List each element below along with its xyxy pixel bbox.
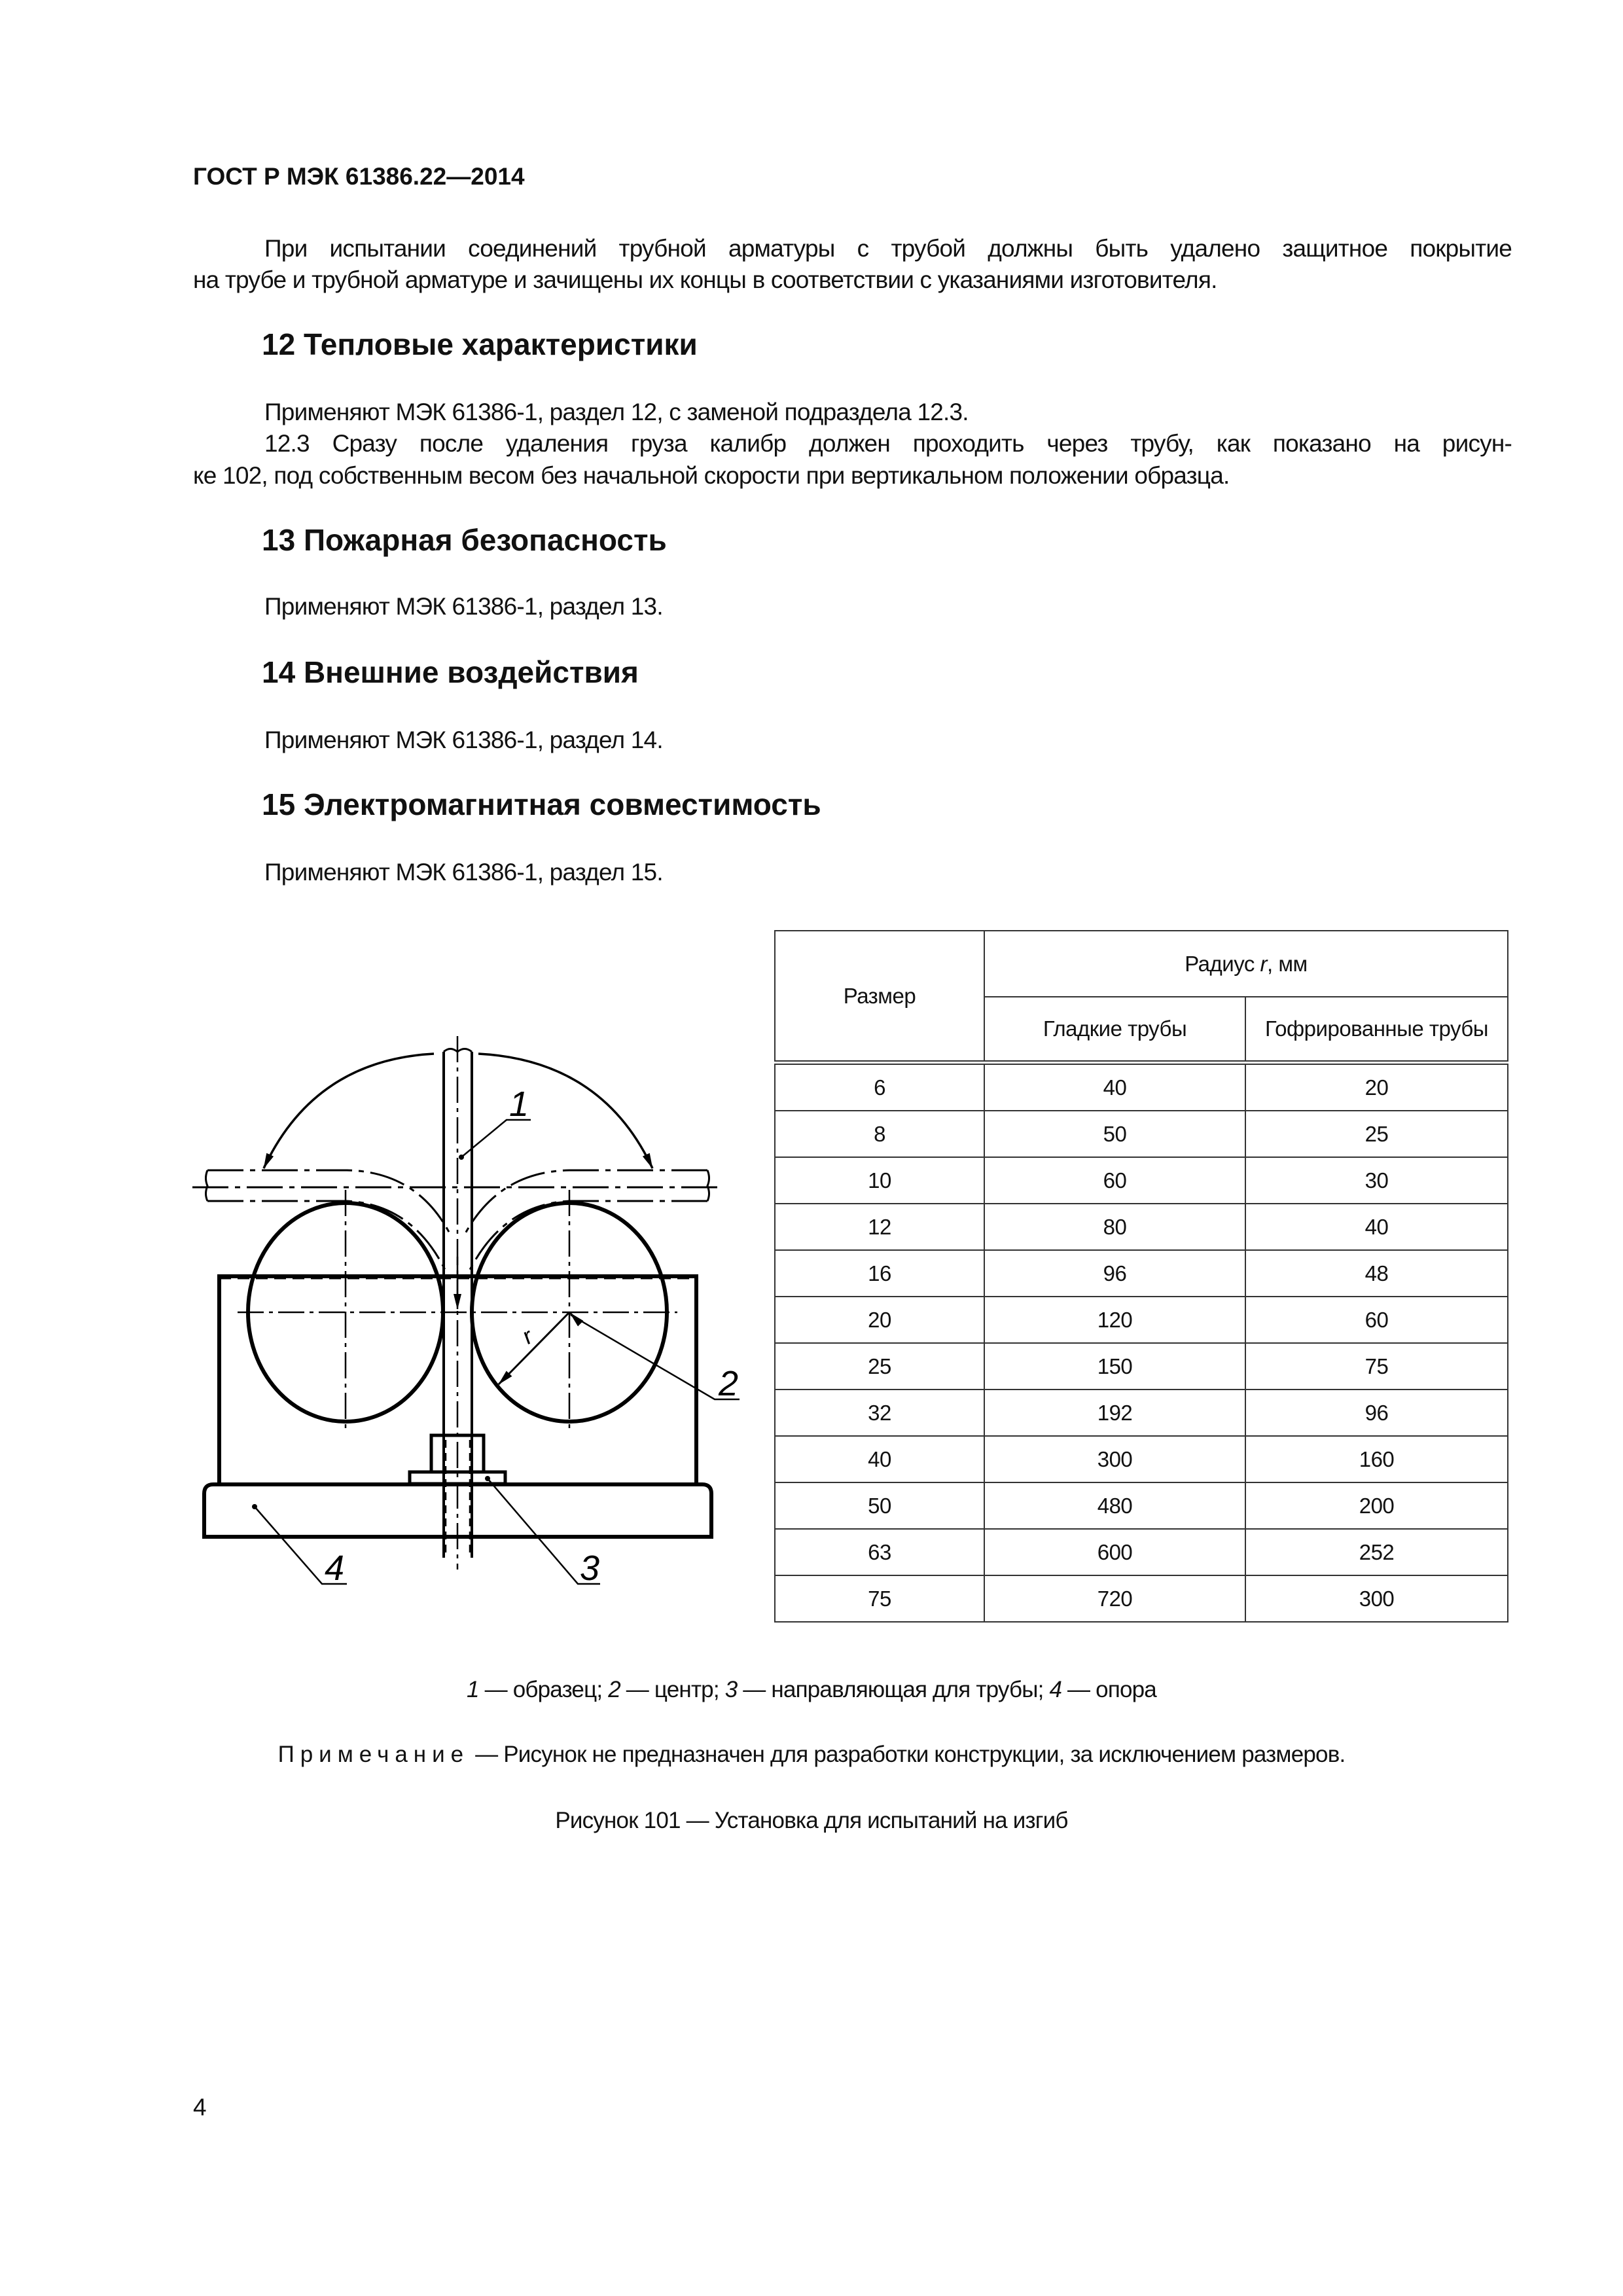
cell-size: 63 bbox=[775, 1529, 984, 1575]
header-radius: Радиус r, мм bbox=[984, 931, 1508, 997]
page-number: 4 bbox=[193, 2094, 206, 2121]
cell-size: 10 bbox=[775, 1157, 984, 1204]
header-size: Размер bbox=[775, 931, 984, 1063]
cell-corrugated: 20 bbox=[1245, 1063, 1508, 1111]
cell-corrugated: 75 bbox=[1245, 1343, 1508, 1390]
cell-size: 6 bbox=[775, 1063, 984, 1111]
cell-smooth: 40 bbox=[984, 1063, 1245, 1111]
cell-smooth: 50 bbox=[984, 1111, 1245, 1157]
section-15-heading: 15 Электромагнитная совместимость bbox=[262, 787, 821, 821]
section-14-heading: 14 Внешние воздействия bbox=[262, 655, 639, 689]
table-row bbox=[775, 1297, 1508, 1343]
cell-smooth: 480 bbox=[984, 1482, 1245, 1529]
cell-corrugated: 96 bbox=[1245, 1390, 1508, 1436]
figure-caption: Рисунок 101 — Установка для испытаний на изгиб bbox=[555, 1808, 1068, 1833]
cell-corrugated: 30 bbox=[1245, 1157, 1508, 1204]
cell-smooth: 120 bbox=[984, 1297, 1245, 1343]
figure-legend: 1 — образец; 2 — центр; 3 — направляющая для трубы; 4 — опора bbox=[467, 1677, 1156, 1702]
section-13-heading: 13 Пожарная безопасность bbox=[262, 523, 667, 557]
intro-line-1: При испытании соединений трубной арматуры с трубой должны быть удалено защитное покрытие bbox=[264, 235, 1512, 262]
cell-smooth: 192 bbox=[984, 1390, 1245, 1436]
table-row bbox=[775, 1575, 1508, 1622]
cell-corrugated: 60 bbox=[1245, 1297, 1508, 1343]
table-row bbox=[775, 1250, 1508, 1297]
section-13-para: Применяют МЭК 61386-1, раздел 13. bbox=[264, 593, 663, 620]
header-corrugated: Гофрированные трубы bbox=[1245, 997, 1508, 1063]
table-row bbox=[775, 1063, 1508, 1111]
section-12-heading: 12 Тепловые характеристики bbox=[262, 327, 698, 361]
table-row bbox=[775, 1529, 1508, 1575]
intro-line-2: на трубе и трубной арматуре и зачищены их концы в соответствии с указаниями изготовителя. bbox=[193, 266, 1217, 293]
cell-size: 12 bbox=[775, 1204, 984, 1250]
cell-smooth: 80 bbox=[984, 1204, 1245, 1250]
cell-corrugated: 48 bbox=[1245, 1250, 1508, 1297]
cell-corrugated: 160 bbox=[1245, 1436, 1508, 1482]
cell-corrugated: 252 bbox=[1245, 1529, 1508, 1575]
bend-arrow-right bbox=[478, 1054, 652, 1168]
cell-size: 16 bbox=[775, 1250, 984, 1297]
cell-smooth: 60 bbox=[984, 1157, 1245, 1204]
bend-arrow-left bbox=[264, 1054, 434, 1168]
cell-smooth: 300 bbox=[984, 1436, 1245, 1482]
figure-note: Примечание — Рисунок не предназначен для разработки конструкции, за исключением размеров. bbox=[277, 1742, 1346, 1767]
header-smooth: Гладкие трубы bbox=[984, 997, 1245, 1063]
cell-corrugated: 25 bbox=[1245, 1111, 1508, 1157]
section-14-para: Применяют МЭК 61386-1, раздел 14. bbox=[264, 726, 663, 753]
cell-size: 50 bbox=[775, 1482, 984, 1529]
table-row bbox=[775, 1436, 1508, 1482]
table-row bbox=[775, 1157, 1508, 1204]
cell-smooth: 96 bbox=[984, 1250, 1245, 1297]
section-12-para: Применяют МЭК 61386-1, раздел 12, с заменой подраздела 12.3. bbox=[264, 399, 969, 425]
section-15-para: Применяют МЭК 61386-1, раздел 15. bbox=[264, 859, 663, 886]
cell-size: 32 bbox=[775, 1390, 984, 1436]
cell-size: 75 bbox=[775, 1575, 984, 1622]
cell-smooth: 720 bbox=[984, 1575, 1245, 1622]
label-1: 1 bbox=[509, 1085, 529, 1124]
radius-label: r bbox=[519, 1321, 536, 1350]
cell-size: 25 bbox=[775, 1343, 984, 1390]
table-row bbox=[775, 1390, 1508, 1436]
label-2: 2 bbox=[719, 1364, 739, 1403]
section-12-3-line-1: 12.3 Сразу после удаления груза калибр должен проходить через трубу, как показано на рисун- bbox=[264, 430, 1512, 457]
cell-corrugated: 300 bbox=[1245, 1575, 1508, 1622]
cell-size: 8 bbox=[775, 1111, 984, 1157]
cell-size: 20 bbox=[775, 1297, 984, 1343]
document-header: ГОСТ Р МЭК 61386.22—2014 bbox=[193, 163, 525, 190]
label-4: 4 bbox=[325, 1549, 345, 1588]
table-row bbox=[775, 1343, 1508, 1390]
section-12-3-line-2: ке 102, под собственным весом без начальной скорости при вертикальном положении образца. bbox=[193, 462, 1230, 489]
label-3: 3 bbox=[580, 1549, 600, 1588]
table-row bbox=[775, 1482, 1508, 1529]
table-row bbox=[775, 1204, 1508, 1250]
cell-corrugated: 200 bbox=[1245, 1482, 1508, 1529]
cell-corrugated: 40 bbox=[1245, 1204, 1508, 1250]
cell-smooth: 150 bbox=[984, 1343, 1245, 1390]
table-row bbox=[775, 1111, 1508, 1157]
radius-table bbox=[774, 930, 1508, 1623]
cell-size: 40 bbox=[775, 1436, 984, 1482]
cell-smooth: 600 bbox=[984, 1529, 1245, 1575]
